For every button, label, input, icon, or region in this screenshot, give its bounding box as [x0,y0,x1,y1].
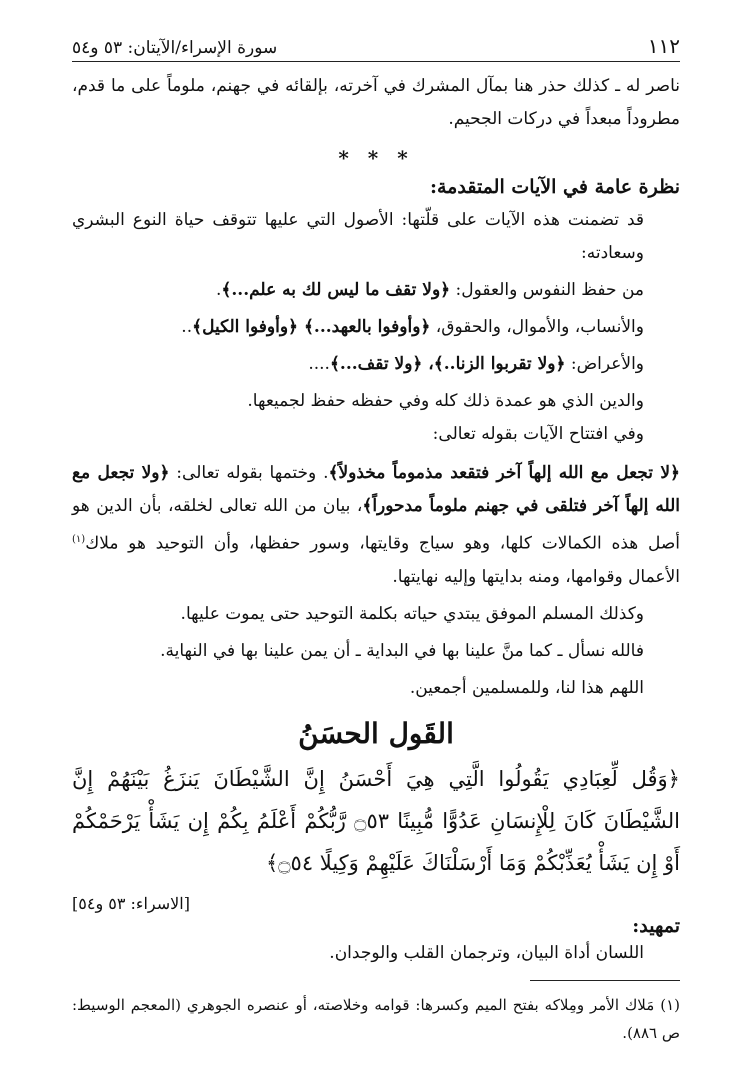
verse-reference: [الاسراء: ٥٣ و٥٤] [72,893,190,913]
quran-quote: ﴿لا تجعل مع الله إلهاً آخر فتقعد مذموماً مخذولاً﴾ [328,463,681,483]
intro-heading: تمهيد: [632,914,680,937]
opening-line: وفي افتتاح الآيات بقوله تعالى: [432,424,644,444]
footnote: (١) مَلاك الأمر ومِلاكه بفتح الميم وكسرها: قوامه وخلاصته، أو عنصره الجوهري (المعجم الوسيط: ص ٨٨٦). [72,995,680,1042]
footnote-divider [530,980,680,981]
overview-item [72,274,680,307]
quran-quote: ﴿ولا تقربوا الزنا..﴾، ﴿ولا تقف...﴾ [329,354,566,374]
running-title: سورة الإسراء/الآيتان: ٥٣ و٥٤ [72,38,278,58]
quran-verse: ﴿وَقُل لِّعِبَادِي يَقُولُوا الَّتِي هِيَ أَحْسَنُ إِنَّ الشَّيْطَانَ يَنزَغُ بَيْنَهُمْ إِنَّ الشَّيْطَانَ كَانَ لِلْإِنسَانِ عَدُوًّا مُّبِينًا ۝٥٣ رَّبُّكُمْ أَعْلَمُ بِكُمْ إِن يَشَأْ يَرْحَمْكُمْ أَوْ إِن يَشَأْ يُعَذِّبْكُمْ وَمَا أَرْسَلْنَاكَ عَلَيْهِمْ وَكِيلًا ۝٥٤﴾ [72,766,681,875]
prayer-line: اللهم هذا لنا، وللمسلمين أجمعين. [409,677,644,698]
overview-item [72,311,680,344]
ask-line: فالله نسأل ـ كما منَّ علينا بها في البداية ـ أن يمن علينا بها في النهاية. [160,640,644,661]
page-header [72,28,680,62]
overview-item [72,348,680,381]
religion-line: والدين الذي هو عمدة ذلك كله وفي حفظه حفظ لجميعها. [247,391,644,411]
intro-paragraph: ناصر له ـ كذلك حذر هنا بمآل المشرك في آخرته، بإلقائه في جهنم، ملوماً على ما قدم، مطروداً مبعداً في دركات الجحيم. [72,76,680,129]
main-paragraph [72,457,680,594]
muslim-line: وكذلك المسلم الموفق يبتدي حياته بكلمة التوحيد حتى يموت عليها. [180,603,644,624]
footnote-marker: (١) [72,534,86,545]
intro-text: اللسان أداة البيان، وترجمان القلب والوجدان. [329,942,644,963]
quran-quote: ﴿ولا تقف ما ليس لك به علم...﴾ [221,280,451,300]
page-number: ١١٢ [647,34,680,58]
overview-lead: قد تضمنت هذه الآيات على قلّتها: الأصول التي عليها تتوقف حياة النوع البشري وسعادته: [72,210,644,263]
item-suffix: .... [308,354,330,374]
item-prefix: والأعراض: [565,354,644,374]
quran-quote: ﴿وأوفوا بالعهد...﴾ ﴿وأوفوا الكيل﴾ [192,317,431,337]
para-rest: ، بيان من الله تعالى لخلقه، بأن الدين هو أصل هذه الكمالات كلها، وهو سياج وقايتها، وسور حفظها، وأن التوحيد هو ملاك [72,496,680,554]
section-title: القَول الحسَنُ [298,716,454,750]
item-suffix: .. [181,317,193,337]
quran-quote: ﴿ولا تجعل مع الله إلهاً آخر فتلقى في جهنم ملوماً مدحوراً﴾ [72,463,681,516]
para-mid: . وختمها بقوله تعالى: [169,463,329,483]
section-separator: * * * [338,146,414,170]
item-suffix: . [216,280,222,300]
para-end: الأعمال وقوامها، ومنه بدايتها وإليه نهايتها. [392,566,680,587]
overview-heading: نظرة عامة في الآيات المتقدمة: [429,176,680,198]
item-prefix: والأنساب، والأموال، والحقوق، [430,317,644,337]
item-prefix: من حفظ النفوس والعقول: [450,280,644,300]
